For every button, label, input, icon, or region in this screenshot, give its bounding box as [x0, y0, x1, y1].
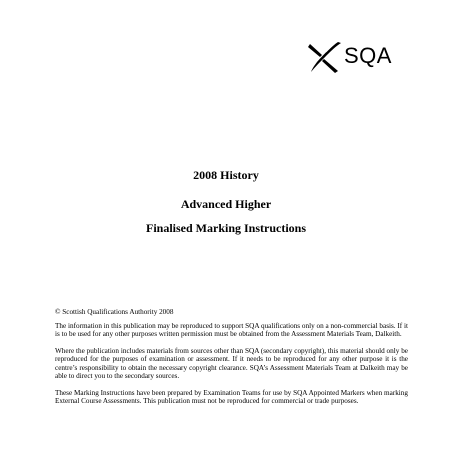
logo-wordmark: SQA [344, 43, 392, 68]
document-title-year-subject: 2008 History [193, 168, 259, 182]
marking-instructions-paragraph: These Marking Instructions have been prepared by Examination Teams for use by SQA Appointed Markers when marking External Course Assessments. This publication must not be reproduced for commercial or trade purposes. [55, 389, 408, 406]
secondary-copyright-paragraph: Where the publication includes materials from sources other than SQA (secondary copyright), this material should only be reproduced for the purposes of examination or assessment. If it needs to be reproduced for any other purpose it is the centre’s responsibility to obtain the necessary copyright clearance. SQA’s Assessment Materials Team at Dalkeith may be able to direct you to the secondary sources. [55, 347, 408, 380]
sqa-cross-swoosh-icon [308, 40, 344, 74]
sqa-logo [308, 40, 408, 74]
reproduction-paragraph: The information in this publication may be reproduced to support SQA qualifications only on a non-commercial basis. If it is to be used for any other purposes written permission must be obtained from the Assessment Materials Team, Dalkeith. [55, 322, 408, 339]
copyright-notice: © Scottish Qualifications Authority 2008 [55, 308, 174, 316]
document-title-type: Finalised Marking Instructions [145, 221, 307, 235]
document-title-level: Advanced Higher [180, 197, 272, 211]
